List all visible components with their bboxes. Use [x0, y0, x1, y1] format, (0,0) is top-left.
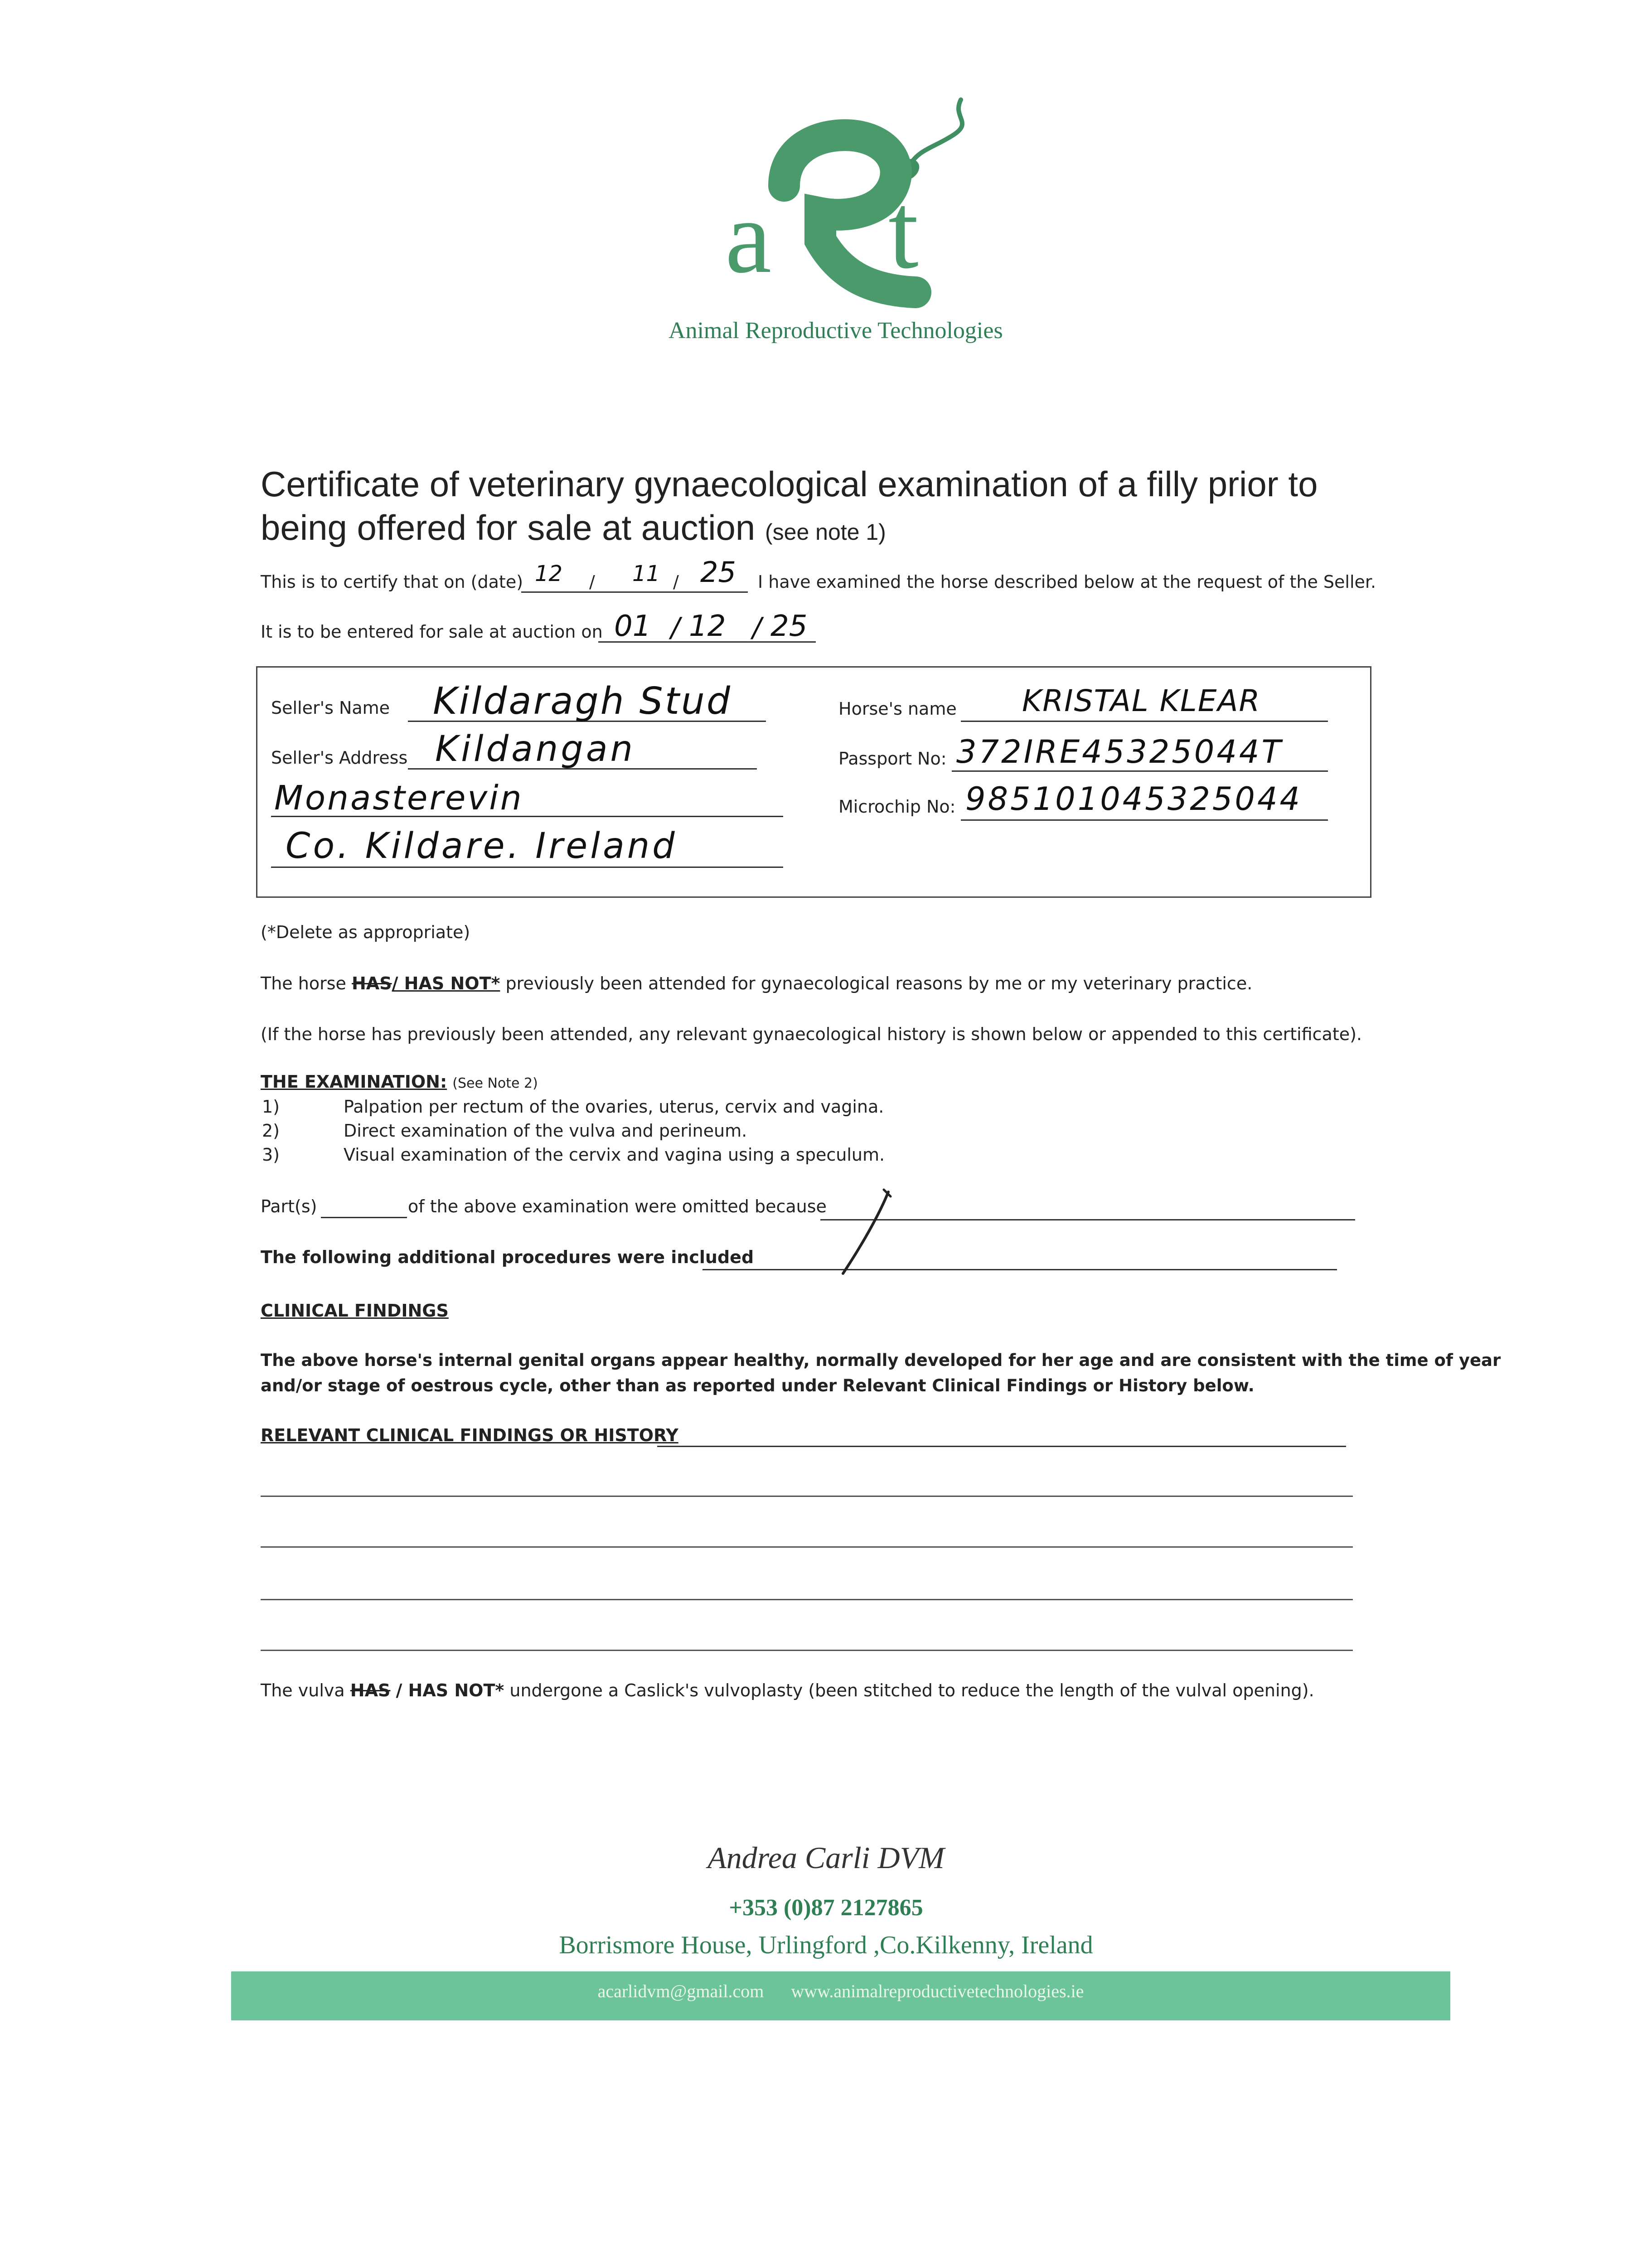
- passport-number: 372IRE45325044T: [956, 733, 1284, 770]
- exam-item-num: 3): [262, 1145, 280, 1165]
- title-line-1: Certificate of veterinary gynaecological examination of a filly prior to: [261, 464, 1318, 504]
- clinical-statement-line-1: The above horse's internal genital organs appear healthy, normally developed for her age and are consistent with the time of year: [261, 1351, 1501, 1370]
- examination-heading-text: THE EXAMINATION:: [261, 1072, 447, 1092]
- caslick-suffix: undergone a Caslick's vulvoplasty (been stitched to reduce the length of the vulval opening).: [509, 1680, 1314, 1700]
- footer-contact: [231, 1980, 1450, 2002]
- omitted-middle: of the above examination were omitted because: [408, 1196, 827, 1216]
- certify-suffix: I have examined the horse described below at the request of the Seller.: [758, 572, 1376, 592]
- seller-address-line-1: Kildangan: [435, 729, 635, 770]
- certify-day: 12: [535, 561, 563, 586]
- attended-prefix: The horse: [261, 973, 346, 993]
- exam-item-1-text: Palpation per rectum of the ovaries, uterus, cervix and vagina.: [344, 1097, 884, 1117]
- auction-year: 25: [770, 610, 808, 643]
- exam-item-2-text: Direct examination of the vulva and perineum.: [344, 1121, 747, 1141]
- horse-name-label: Horse's name: [838, 699, 957, 719]
- exam-item-3-text: Visual examination of the cervix and vagina using a speculum.: [344, 1145, 885, 1165]
- page-title: [261, 462, 1394, 554]
- omitted-part-label: Part(s): [261, 1196, 317, 1216]
- examination-heading: [261, 1072, 538, 1092]
- title-line-2-text: being offered for sale at auction: [261, 508, 756, 547]
- footer-website[interactable]: www.animalreproductivetechnologies.ie: [791, 1981, 1084, 2001]
- title-note: (see note 1): [765, 519, 886, 545]
- certify-month: 11: [632, 561, 660, 586]
- exam-item-1: [262, 1097, 280, 1117]
- relevant-heading: RELEVANT CLINICAL FINDINGS OR HISTORY: [261, 1425, 678, 1445]
- logo-org-name: Animal Reproductive Technologies: [669, 318, 1003, 344]
- caslick-prefix: The vulva: [261, 1680, 345, 1700]
- passport-label: Passport No:: [838, 749, 947, 769]
- certify-year: 25: [700, 556, 736, 589]
- microchip-label: Microchip No:: [838, 797, 956, 817]
- auction-month: 12: [689, 610, 726, 643]
- microchip-number: 985101045325044: [965, 780, 1303, 818]
- svg-text:a: a: [725, 179, 772, 295]
- exam-item-2: [262, 1121, 280, 1141]
- cross-out-slash-icon: [834, 1187, 897, 1278]
- seller-name: Kildaragh Stud: [433, 680, 732, 723]
- attended-suffix: previously been attended for gynaecological reasons by me or my veterinary practice.: [505, 973, 1253, 993]
- additional-label: The following additional procedures were included: [261, 1247, 754, 1267]
- clinical-statement-line-2: and/or stage of oestrous cycle, other than as reported under Relevant Clinical Findings or History below.: [261, 1376, 1255, 1395]
- attended-has: HAS: [351, 973, 392, 993]
- exam-item-num: 2): [262, 1121, 280, 1141]
- seller-address-line-3: Co. Kildare. Ireland: [286, 826, 678, 867]
- title-line-2: [261, 506, 1394, 554]
- attended-has-not: / HAS NOT*: [392, 973, 500, 993]
- auction-sep-1: /: [671, 612, 680, 644]
- history-note: (If the horse has previously been attended, any relevant gynaecological history is shown below or appended to this certificate).: [261, 1024, 1362, 1044]
- attended-line: [261, 973, 1252, 993]
- certify-sep-1: /: [589, 572, 595, 592]
- examination-note: (See Note 2): [452, 1075, 538, 1091]
- vet-address: Borrismore House, Urlingford ,Co.Kilkenny, Ireland: [559, 1931, 1093, 1959]
- caslick-line: [261, 1680, 1314, 1700]
- caslick-has: HAS: [350, 1680, 391, 1700]
- caslick-has-not: / HAS NOT*: [396, 1680, 504, 1700]
- horse-name: KRISTAL KLEAR: [1022, 683, 1261, 718]
- exam-item-num: 1): [262, 1097, 280, 1117]
- auction-sep-2: /: [752, 612, 762, 644]
- auction-day: 01: [614, 610, 651, 643]
- vet-name: Andrea Carli DVM: [707, 1840, 945, 1875]
- seller-name-label: Seller's Name: [271, 698, 390, 718]
- delete-note: (*Delete as appropriate): [261, 922, 470, 942]
- certify-sep-2: /: [673, 572, 679, 592]
- seller-address-line-2: Monasterevin: [274, 779, 523, 818]
- vet-phone: +353 (0)87 2127865: [729, 1895, 923, 1921]
- clinical-heading: CLINICAL FINDINGS: [261, 1301, 449, 1321]
- art-logo-icon: [707, 91, 979, 326]
- exam-item-3: [262, 1145, 280, 1165]
- logo: [707, 91, 979, 326]
- seller-address-label: Seller's Address: [271, 748, 408, 768]
- certify-prefix: This is to certify that on (date): [261, 572, 523, 592]
- footer-email[interactable]: acarlidvm@gmail.com: [597, 1981, 764, 2001]
- svg-text:t: t: [888, 170, 919, 291]
- auction-prefix: It is to be entered for sale at auction on: [261, 622, 603, 642]
